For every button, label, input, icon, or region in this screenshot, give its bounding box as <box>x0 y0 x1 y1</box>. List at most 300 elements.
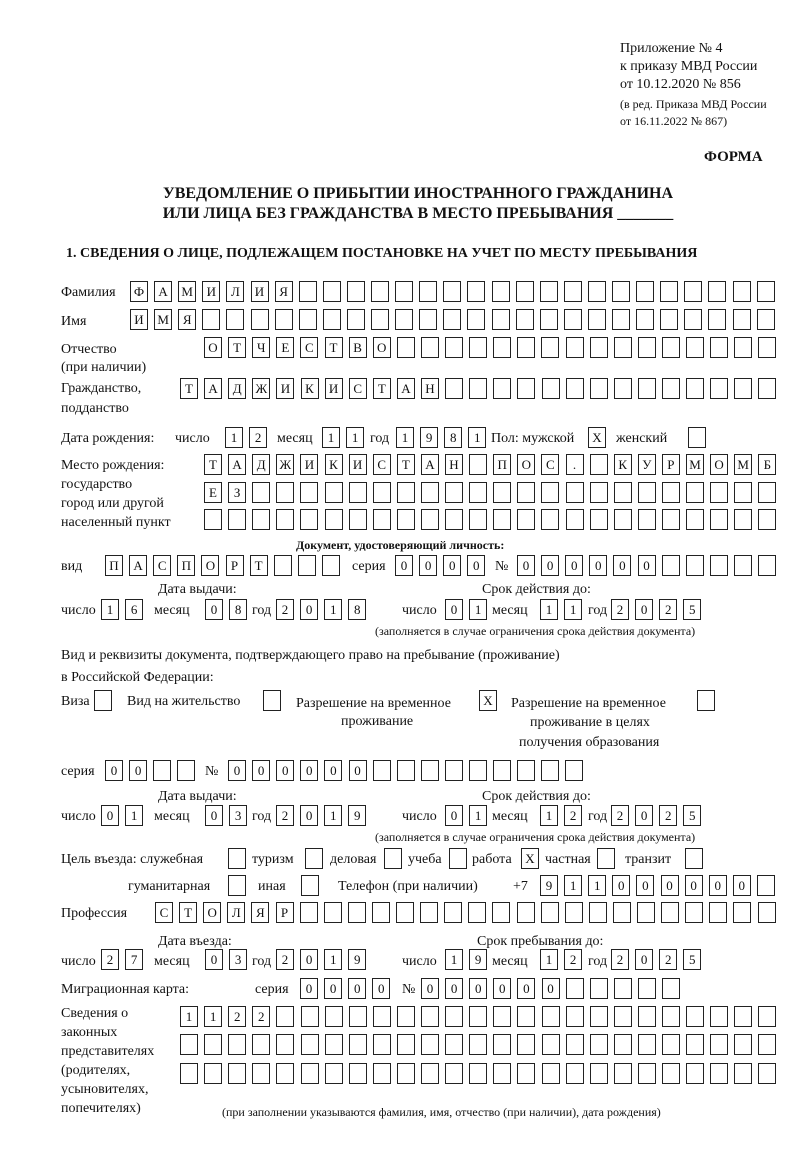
patronymic-char-box[interactable] <box>638 337 656 358</box>
rep1-char-box[interactable] <box>638 1006 656 1027</box>
right-issue-year-char-box[interactable]: 0 <box>300 805 318 826</box>
p-tourism-checkbox[interactable] <box>305 848 323 869</box>
entry-year-char-box[interactable]: 2 <box>276 949 294 970</box>
birthplace3-char-box[interactable] <box>421 509 439 530</box>
birthplace3-char-box[interactable] <box>445 509 463 530</box>
rep1-char-box[interactable] <box>421 1006 439 1027</box>
birthplace2-char-box[interactable] <box>397 482 415 503</box>
birthplace1-char-box[interactable]: Б <box>758 454 776 475</box>
birthplace1-char-box[interactable]: А <box>228 454 246 475</box>
surname-char-box[interactable] <box>708 281 726 302</box>
rep2-char-box[interactable] <box>710 1034 728 1055</box>
surname-char-box[interactable] <box>467 281 485 302</box>
phone-char-box[interactable]: 0 <box>709 875 727 896</box>
rep3-char-box[interactable] <box>469 1063 487 1084</box>
citizenship-char-box[interactable] <box>614 378 632 399</box>
rep3-char-box[interactable] <box>397 1063 415 1084</box>
birth-month-char-box[interactable]: 1 <box>322 427 340 448</box>
rep1-char-box[interactable] <box>614 1006 632 1027</box>
profession-char-box[interactable] <box>685 902 703 923</box>
rep2-char-box[interactable] <box>469 1034 487 1055</box>
rep1-char-box[interactable] <box>662 1006 680 1027</box>
rep3-char-box[interactable] <box>758 1063 776 1084</box>
profession-char-box[interactable] <box>468 902 486 923</box>
birthplace2-char-box[interactable]: Е <box>204 482 222 503</box>
surname-char-box[interactable] <box>612 281 630 302</box>
name-char-box[interactable] <box>371 309 389 330</box>
birthplace1-char-box[interactable]: С <box>373 454 391 475</box>
patronymic-char-box[interactable] <box>566 337 584 358</box>
rep3-char-box[interactable] <box>542 1063 560 1084</box>
birthplace1-char-box[interactable] <box>590 454 608 475</box>
rep1-char-box[interactable] <box>301 1006 319 1027</box>
p-business-checkbox[interactable] <box>384 848 402 869</box>
citizenship-char-box[interactable] <box>638 378 656 399</box>
citizenship-char-box[interactable]: С <box>349 378 367 399</box>
birthplace3-char-box[interactable] <box>686 509 704 530</box>
surname-char-box[interactable] <box>660 281 678 302</box>
birthplace1-char-box[interactable]: . <box>566 454 584 475</box>
birthplace2-char-box[interactable] <box>421 482 439 503</box>
right-number-char-box[interactable] <box>373 760 391 781</box>
rep1-char-box[interactable] <box>276 1006 294 1027</box>
doc-kind-char-box[interactable]: Т <box>250 555 268 576</box>
rep1-char-box[interactable] <box>493 1006 511 1027</box>
profession-char-box[interactable] <box>758 902 776 923</box>
birthplace1-char-box[interactable]: О <box>517 454 535 475</box>
rep2-char-box[interactable] <box>614 1034 632 1055</box>
right-number-char-box[interactable] <box>541 760 559 781</box>
citizenship-char-box[interactable]: Т <box>180 378 198 399</box>
rep3-char-box[interactable] <box>734 1063 752 1084</box>
mig-number-char-box[interactable] <box>566 978 584 999</box>
doc-number-char-box[interactable] <box>734 555 752 576</box>
birthplace2-char-box[interactable] <box>373 482 391 503</box>
name-char-box[interactable] <box>492 309 510 330</box>
stay-month-char-box[interactable]: 2 <box>564 949 582 970</box>
rep1-char-box[interactable] <box>325 1006 343 1027</box>
right-number-char-box[interactable] <box>445 760 463 781</box>
stay-year-char-box[interactable]: 2 <box>611 949 629 970</box>
surname-char-box[interactable]: И <box>251 281 269 302</box>
p-other-checkbox[interactable] <box>301 875 319 896</box>
birthplace2-char-box[interactable] <box>614 482 632 503</box>
rep2-char-box[interactable] <box>204 1034 222 1055</box>
name-char-box[interactable] <box>443 309 461 330</box>
birthplace2-char-box[interactable] <box>541 482 559 503</box>
name-char-box[interactable] <box>299 309 317 330</box>
birthplace3-char-box[interactable] <box>228 509 246 530</box>
surname-char-box[interactable] <box>636 281 654 302</box>
right-valid-month-char-box[interactable]: 2 <box>564 805 582 826</box>
surname-char-box[interactable] <box>757 281 775 302</box>
doc-valid-month-char-box[interactable]: 1 <box>540 599 558 620</box>
right-number-char-box[interactable]: 0 <box>300 760 318 781</box>
birthplace3-char-box[interactable] <box>325 509 343 530</box>
rep2-char-box[interactable] <box>301 1034 319 1055</box>
patronymic-char-box[interactable] <box>614 337 632 358</box>
doc-number-char-box[interactable] <box>710 555 728 576</box>
birthplace1-char-box[interactable]: М <box>734 454 752 475</box>
right-number-char-box[interactable] <box>469 760 487 781</box>
name-char-box[interactable] <box>660 309 678 330</box>
profession-char-box[interactable]: С <box>155 902 173 923</box>
right-valid-year-char-box[interactable]: 0 <box>635 805 653 826</box>
patronymic-char-box[interactable] <box>517 337 535 358</box>
patronymic-char-box[interactable]: С <box>300 337 318 358</box>
rep2-char-box[interactable] <box>325 1034 343 1055</box>
citizenship-char-box[interactable]: Т <box>373 378 391 399</box>
birthplace3-char-box[interactable] <box>397 509 415 530</box>
profession-char-box[interactable] <box>444 902 462 923</box>
profession-char-box[interactable] <box>733 902 751 923</box>
rep2-char-box[interactable] <box>373 1034 391 1055</box>
right-series-char-box[interactable] <box>177 760 195 781</box>
birthplace2-char-box[interactable] <box>590 482 608 503</box>
rep3-char-box[interactable] <box>252 1063 270 1084</box>
birthplace1-char-box[interactable]: Д <box>252 454 270 475</box>
surname-char-box[interactable]: А <box>154 281 172 302</box>
name-char-box[interactable] <box>226 309 244 330</box>
surname-char-box[interactable] <box>540 281 558 302</box>
doc-number-char-box[interactable] <box>662 555 680 576</box>
birthplace1-char-box[interactable]: М <box>686 454 704 475</box>
citizenship-char-box[interactable] <box>517 378 535 399</box>
profession-char-box[interactable] <box>565 902 583 923</box>
doc-valid-day-char-box[interactable]: 0 <box>445 599 463 620</box>
rep2-char-box[interactable] <box>590 1034 608 1055</box>
birth-year-char-box[interactable]: 1 <box>396 427 414 448</box>
doc-issue-year-char-box[interactable]: 0 <box>300 599 318 620</box>
surname-char-box[interactable]: Я <box>275 281 293 302</box>
surname-char-box[interactable]: Л <box>226 281 244 302</box>
rep2-char-box[interactable] <box>638 1034 656 1055</box>
right-issue-month-char-box[interactable]: 3 <box>229 805 247 826</box>
surname-char-box[interactable] <box>684 281 702 302</box>
doc-kind-char-box[interactable]: П <box>105 555 123 576</box>
profession-char-box[interactable]: Я <box>251 902 269 923</box>
rep2-char-box[interactable] <box>734 1034 752 1055</box>
birthplace1-char-box[interactable]: К <box>614 454 632 475</box>
phone-char-box[interactable]: 0 <box>612 875 630 896</box>
doc-valid-month-char-box[interactable]: 1 <box>564 599 582 620</box>
birthplace2-char-box[interactable] <box>493 482 511 503</box>
citizenship-char-box[interactable] <box>590 378 608 399</box>
patronymic-char-box[interactable] <box>421 337 439 358</box>
name-char-box[interactable]: И <box>130 309 148 330</box>
p-work-checkbox[interactable]: X <box>521 848 539 869</box>
phone-char-box[interactable]: 1 <box>588 875 606 896</box>
birth-year-char-box[interactable]: 9 <box>420 427 438 448</box>
rep3-char-box[interactable] <box>566 1063 584 1084</box>
citizenship-char-box[interactable]: И <box>276 378 294 399</box>
mig-series-char-box[interactable]: 0 <box>372 978 390 999</box>
birthplace1-char-box[interactable]: К <box>325 454 343 475</box>
phone-char-box[interactable] <box>757 875 775 896</box>
right-valid-day-char-box[interactable]: 1 <box>469 805 487 826</box>
mig-series-char-box[interactable]: 0 <box>300 978 318 999</box>
patronymic-char-box[interactable] <box>662 337 680 358</box>
right-number-char-box[interactable]: 0 <box>349 760 367 781</box>
birthplace3-char-box[interactable] <box>710 509 728 530</box>
birthplace2-char-box[interactable] <box>276 482 294 503</box>
mig-number-char-box[interactable]: 0 <box>517 978 535 999</box>
surname-char-box[interactable] <box>299 281 317 302</box>
rep2-char-box[interactable] <box>493 1034 511 1055</box>
profession-char-box[interactable] <box>396 902 414 923</box>
birthplace2-char-box[interactable] <box>566 482 584 503</box>
rep1-char-box[interactable] <box>542 1006 560 1027</box>
birthplace3-char-box[interactable] <box>493 509 511 530</box>
rep1-char-box[interactable]: 1 <box>180 1006 198 1027</box>
right-issue-day-char-box[interactable]: 1 <box>125 805 143 826</box>
birth-year-char-box[interactable]: 1 <box>468 427 486 448</box>
p-study-checkbox[interactable] <box>449 848 467 869</box>
mig-number-char-box[interactable] <box>590 978 608 999</box>
name-char-box[interactable]: М <box>154 309 172 330</box>
profession-char-box[interactable] <box>300 902 318 923</box>
patronymic-char-box[interactable] <box>710 337 728 358</box>
patronymic-char-box[interactable] <box>590 337 608 358</box>
rep1-char-box[interactable] <box>734 1006 752 1027</box>
name-char-box[interactable] <box>564 309 582 330</box>
rep2-char-box[interactable] <box>180 1034 198 1055</box>
name-char-box[interactable] <box>708 309 726 330</box>
right-issue-year-char-box[interactable]: 1 <box>324 805 342 826</box>
right-issue-year-char-box[interactable]: 2 <box>276 805 294 826</box>
birthplace1-char-box[interactable]: Ж <box>276 454 294 475</box>
name-char-box[interactable] <box>540 309 558 330</box>
patronymic-char-box[interactable] <box>493 337 511 358</box>
name-char-box[interactable] <box>419 309 437 330</box>
profession-char-box[interactable] <box>613 902 631 923</box>
name-char-box[interactable] <box>684 309 702 330</box>
sex-male-checkbox[interactable]: X <box>588 427 606 448</box>
doc-series-char-box[interactable]: 0 <box>395 555 413 576</box>
rep3-char-box[interactable] <box>638 1063 656 1084</box>
patronymic-char-box[interactable]: О <box>204 337 222 358</box>
profession-char-box[interactable] <box>661 902 679 923</box>
citizenship-char-box[interactable] <box>445 378 463 399</box>
patronymic-char-box[interactable] <box>445 337 463 358</box>
stay-year-char-box[interactable]: 0 <box>635 949 653 970</box>
surname-char-box[interactable]: И <box>202 281 220 302</box>
surname-char-box[interactable] <box>323 281 341 302</box>
rep2-char-box[interactable] <box>276 1034 294 1055</box>
citizenship-char-box[interactable]: А <box>204 378 222 399</box>
birthplace1-char-box[interactable]: Н <box>445 454 463 475</box>
rep1-char-box[interactable] <box>445 1006 463 1027</box>
mig-number-char-box[interactable] <box>614 978 632 999</box>
stay-year-char-box[interactable]: 5 <box>683 949 701 970</box>
mig-number-char-box[interactable]: 0 <box>445 978 463 999</box>
mig-number-char-box[interactable] <box>662 978 680 999</box>
name-char-box[interactable] <box>636 309 654 330</box>
mig-series-char-box[interactable]: 0 <box>348 978 366 999</box>
citizenship-char-box[interactable]: Н <box>421 378 439 399</box>
birthplace2-char-box[interactable] <box>758 482 776 503</box>
entry-day-char-box[interactable]: 2 <box>101 949 119 970</box>
name-char-box[interactable] <box>275 309 293 330</box>
rep1-char-box[interactable] <box>349 1006 367 1027</box>
right-valid-year-char-box[interactable]: 5 <box>683 805 701 826</box>
rep3-char-box[interactable] <box>421 1063 439 1084</box>
phone-char-box[interactable]: 0 <box>685 875 703 896</box>
rep3-char-box[interactable] <box>710 1063 728 1084</box>
p-service-checkbox[interactable] <box>228 848 246 869</box>
birthplace2-char-box[interactable] <box>734 482 752 503</box>
rep3-char-box[interactable] <box>590 1063 608 1084</box>
patronymic-char-box[interactable] <box>397 337 415 358</box>
profession-char-box[interactable] <box>637 902 655 923</box>
rep1-char-box[interactable] <box>590 1006 608 1027</box>
name-char-box[interactable] <box>323 309 341 330</box>
doc-kind-char-box[interactable]: О <box>201 555 219 576</box>
surname-char-box[interactable] <box>492 281 510 302</box>
doc-issue-month-char-box[interactable]: 8 <box>229 599 247 620</box>
doc-issue-day-char-box[interactable]: 1 <box>101 599 119 620</box>
right-valid-year-char-box[interactable]: 2 <box>611 805 629 826</box>
phone-char-box[interactable]: 0 <box>636 875 654 896</box>
doc-number-char-box[interactable]: 0 <box>613 555 631 576</box>
p-transit-checkbox[interactable] <box>685 848 703 869</box>
entry-day-char-box[interactable]: 7 <box>125 949 143 970</box>
rep2-char-box[interactable] <box>662 1034 680 1055</box>
right-issue-month-char-box[interactable]: 0 <box>205 805 223 826</box>
doc-issue-month-char-box[interactable]: 0 <box>205 599 223 620</box>
rep1-char-box[interactable] <box>373 1006 391 1027</box>
citizenship-char-box[interactable]: Ж <box>252 378 270 399</box>
rep1-char-box[interactable]: 2 <box>228 1006 246 1027</box>
birthplace2-char-box[interactable] <box>300 482 318 503</box>
mig-series-char-box[interactable]: 0 <box>324 978 342 999</box>
citizenship-char-box[interactable] <box>542 378 560 399</box>
birthplace3-char-box[interactable] <box>758 509 776 530</box>
doc-kind-char-box[interactable] <box>298 555 316 576</box>
doc-kind-char-box[interactable]: С <box>153 555 171 576</box>
citizenship-char-box[interactable] <box>493 378 511 399</box>
profession-char-box[interactable] <box>709 902 727 923</box>
citizenship-char-box[interactable] <box>469 378 487 399</box>
citizenship-char-box[interactable] <box>686 378 704 399</box>
right-number-char-box[interactable] <box>565 760 583 781</box>
birthplace2-char-box[interactable] <box>252 482 270 503</box>
citizenship-char-box[interactable]: И <box>325 378 343 399</box>
surname-char-box[interactable] <box>564 281 582 302</box>
surname-char-box[interactable]: Ф <box>130 281 148 302</box>
p-private-checkbox[interactable] <box>597 848 615 869</box>
doc-issue-year-char-box[interactable]: 1 <box>324 599 342 620</box>
birthplace3-char-box[interactable] <box>517 509 535 530</box>
name-char-box[interactable] <box>395 309 413 330</box>
rep3-char-box[interactable] <box>180 1063 198 1084</box>
patronymic-char-box[interactable] <box>734 337 752 358</box>
doc-kind-char-box[interactable]: П <box>177 555 195 576</box>
rep1-char-box[interactable] <box>397 1006 415 1027</box>
right-number-char-box[interactable] <box>517 760 535 781</box>
surname-char-box[interactable] <box>395 281 413 302</box>
rep1-char-box[interactable]: 2 <box>252 1006 270 1027</box>
surname-char-box[interactable] <box>371 281 389 302</box>
surname-char-box[interactable] <box>588 281 606 302</box>
rep1-char-box[interactable] <box>517 1006 535 1027</box>
right-number-char-box[interactable]: 0 <box>276 760 294 781</box>
birthplace2-char-box[interactable] <box>638 482 656 503</box>
doc-kind-char-box[interactable]: Р <box>226 555 244 576</box>
patronymic-char-box[interactable]: О <box>373 337 391 358</box>
doc-valid-day-char-box[interactable]: 1 <box>469 599 487 620</box>
patronymic-char-box[interactable]: Ч <box>252 337 270 358</box>
name-char-box[interactable]: Я <box>178 309 196 330</box>
profession-char-box[interactable]: Р <box>276 902 294 923</box>
doc-valid-year-char-box[interactable]: 5 <box>683 599 701 620</box>
profession-char-box[interactable] <box>517 902 535 923</box>
patronymic-char-box[interactable]: Т <box>228 337 246 358</box>
birthplace2-char-box[interactable] <box>710 482 728 503</box>
rep1-char-box[interactable]: 1 <box>204 1006 222 1027</box>
phone-char-box[interactable]: 0 <box>733 875 751 896</box>
rep3-char-box[interactable] <box>373 1063 391 1084</box>
birthplace1-char-box[interactable]: Т <box>204 454 222 475</box>
name-char-box[interactable] <box>347 309 365 330</box>
rep3-char-box[interactable] <box>349 1063 367 1084</box>
doc-valid-year-char-box[interactable]: 2 <box>659 599 677 620</box>
rep3-char-box[interactable] <box>325 1063 343 1084</box>
sex-female-checkbox[interactable] <box>688 427 706 448</box>
rep3-char-box[interactable] <box>276 1063 294 1084</box>
birthplace3-char-box[interactable] <box>590 509 608 530</box>
citizenship-char-box[interactable]: К <box>301 378 319 399</box>
vnzh-checkbox[interactable] <box>263 690 281 711</box>
right-number-char-box[interactable]: 0 <box>228 760 246 781</box>
name-char-box[interactable] <box>251 309 269 330</box>
doc-number-char-box[interactable]: 0 <box>565 555 583 576</box>
citizenship-char-box[interactable]: Д <box>228 378 246 399</box>
surname-char-box[interactable] <box>443 281 461 302</box>
birthplace3-char-box[interactable] <box>662 509 680 530</box>
birthplace3-char-box[interactable] <box>300 509 318 530</box>
birth-month-char-box[interactable]: 1 <box>346 427 364 448</box>
profession-char-box[interactable]: Т <box>179 902 197 923</box>
phone-char-box[interactable]: 0 <box>661 875 679 896</box>
doc-number-char-box[interactable] <box>758 555 776 576</box>
doc-series-char-box[interactable]: 0 <box>443 555 461 576</box>
patronymic-char-box[interactable] <box>541 337 559 358</box>
birth-day-char-box[interactable]: 1 <box>225 427 243 448</box>
doc-number-char-box[interactable]: 0 <box>517 555 535 576</box>
phone-char-box[interactable]: 1 <box>564 875 582 896</box>
stay-day-char-box[interactable]: 1 <box>445 949 463 970</box>
birthplace1-char-box[interactable]: А <box>421 454 439 475</box>
name-char-box[interactable] <box>612 309 630 330</box>
phone-char-box[interactable]: 9 <box>540 875 558 896</box>
rvp-checkbox[interactable]: X <box>479 690 497 711</box>
right-number-char-box[interactable]: 0 <box>252 760 270 781</box>
birthplace1-char-box[interactable]: С <box>541 454 559 475</box>
doc-valid-year-char-box[interactable]: 2 <box>611 599 629 620</box>
patronymic-char-box[interactable]: Т <box>325 337 343 358</box>
doc-issue-year-char-box[interactable]: 2 <box>276 599 294 620</box>
doc-number-char-box[interactable]: 0 <box>638 555 656 576</box>
rep2-char-box[interactable] <box>758 1034 776 1055</box>
profession-char-box[interactable]: Л <box>227 902 245 923</box>
right-issue-year-char-box[interactable]: 9 <box>348 805 366 826</box>
visa-checkbox[interactable] <box>94 690 112 711</box>
birthplace3-char-box[interactable] <box>349 509 367 530</box>
birthplace3-char-box[interactable] <box>373 509 391 530</box>
right-issue-day-char-box[interactable]: 0 <box>101 805 119 826</box>
entry-year-char-box[interactable]: 0 <box>300 949 318 970</box>
